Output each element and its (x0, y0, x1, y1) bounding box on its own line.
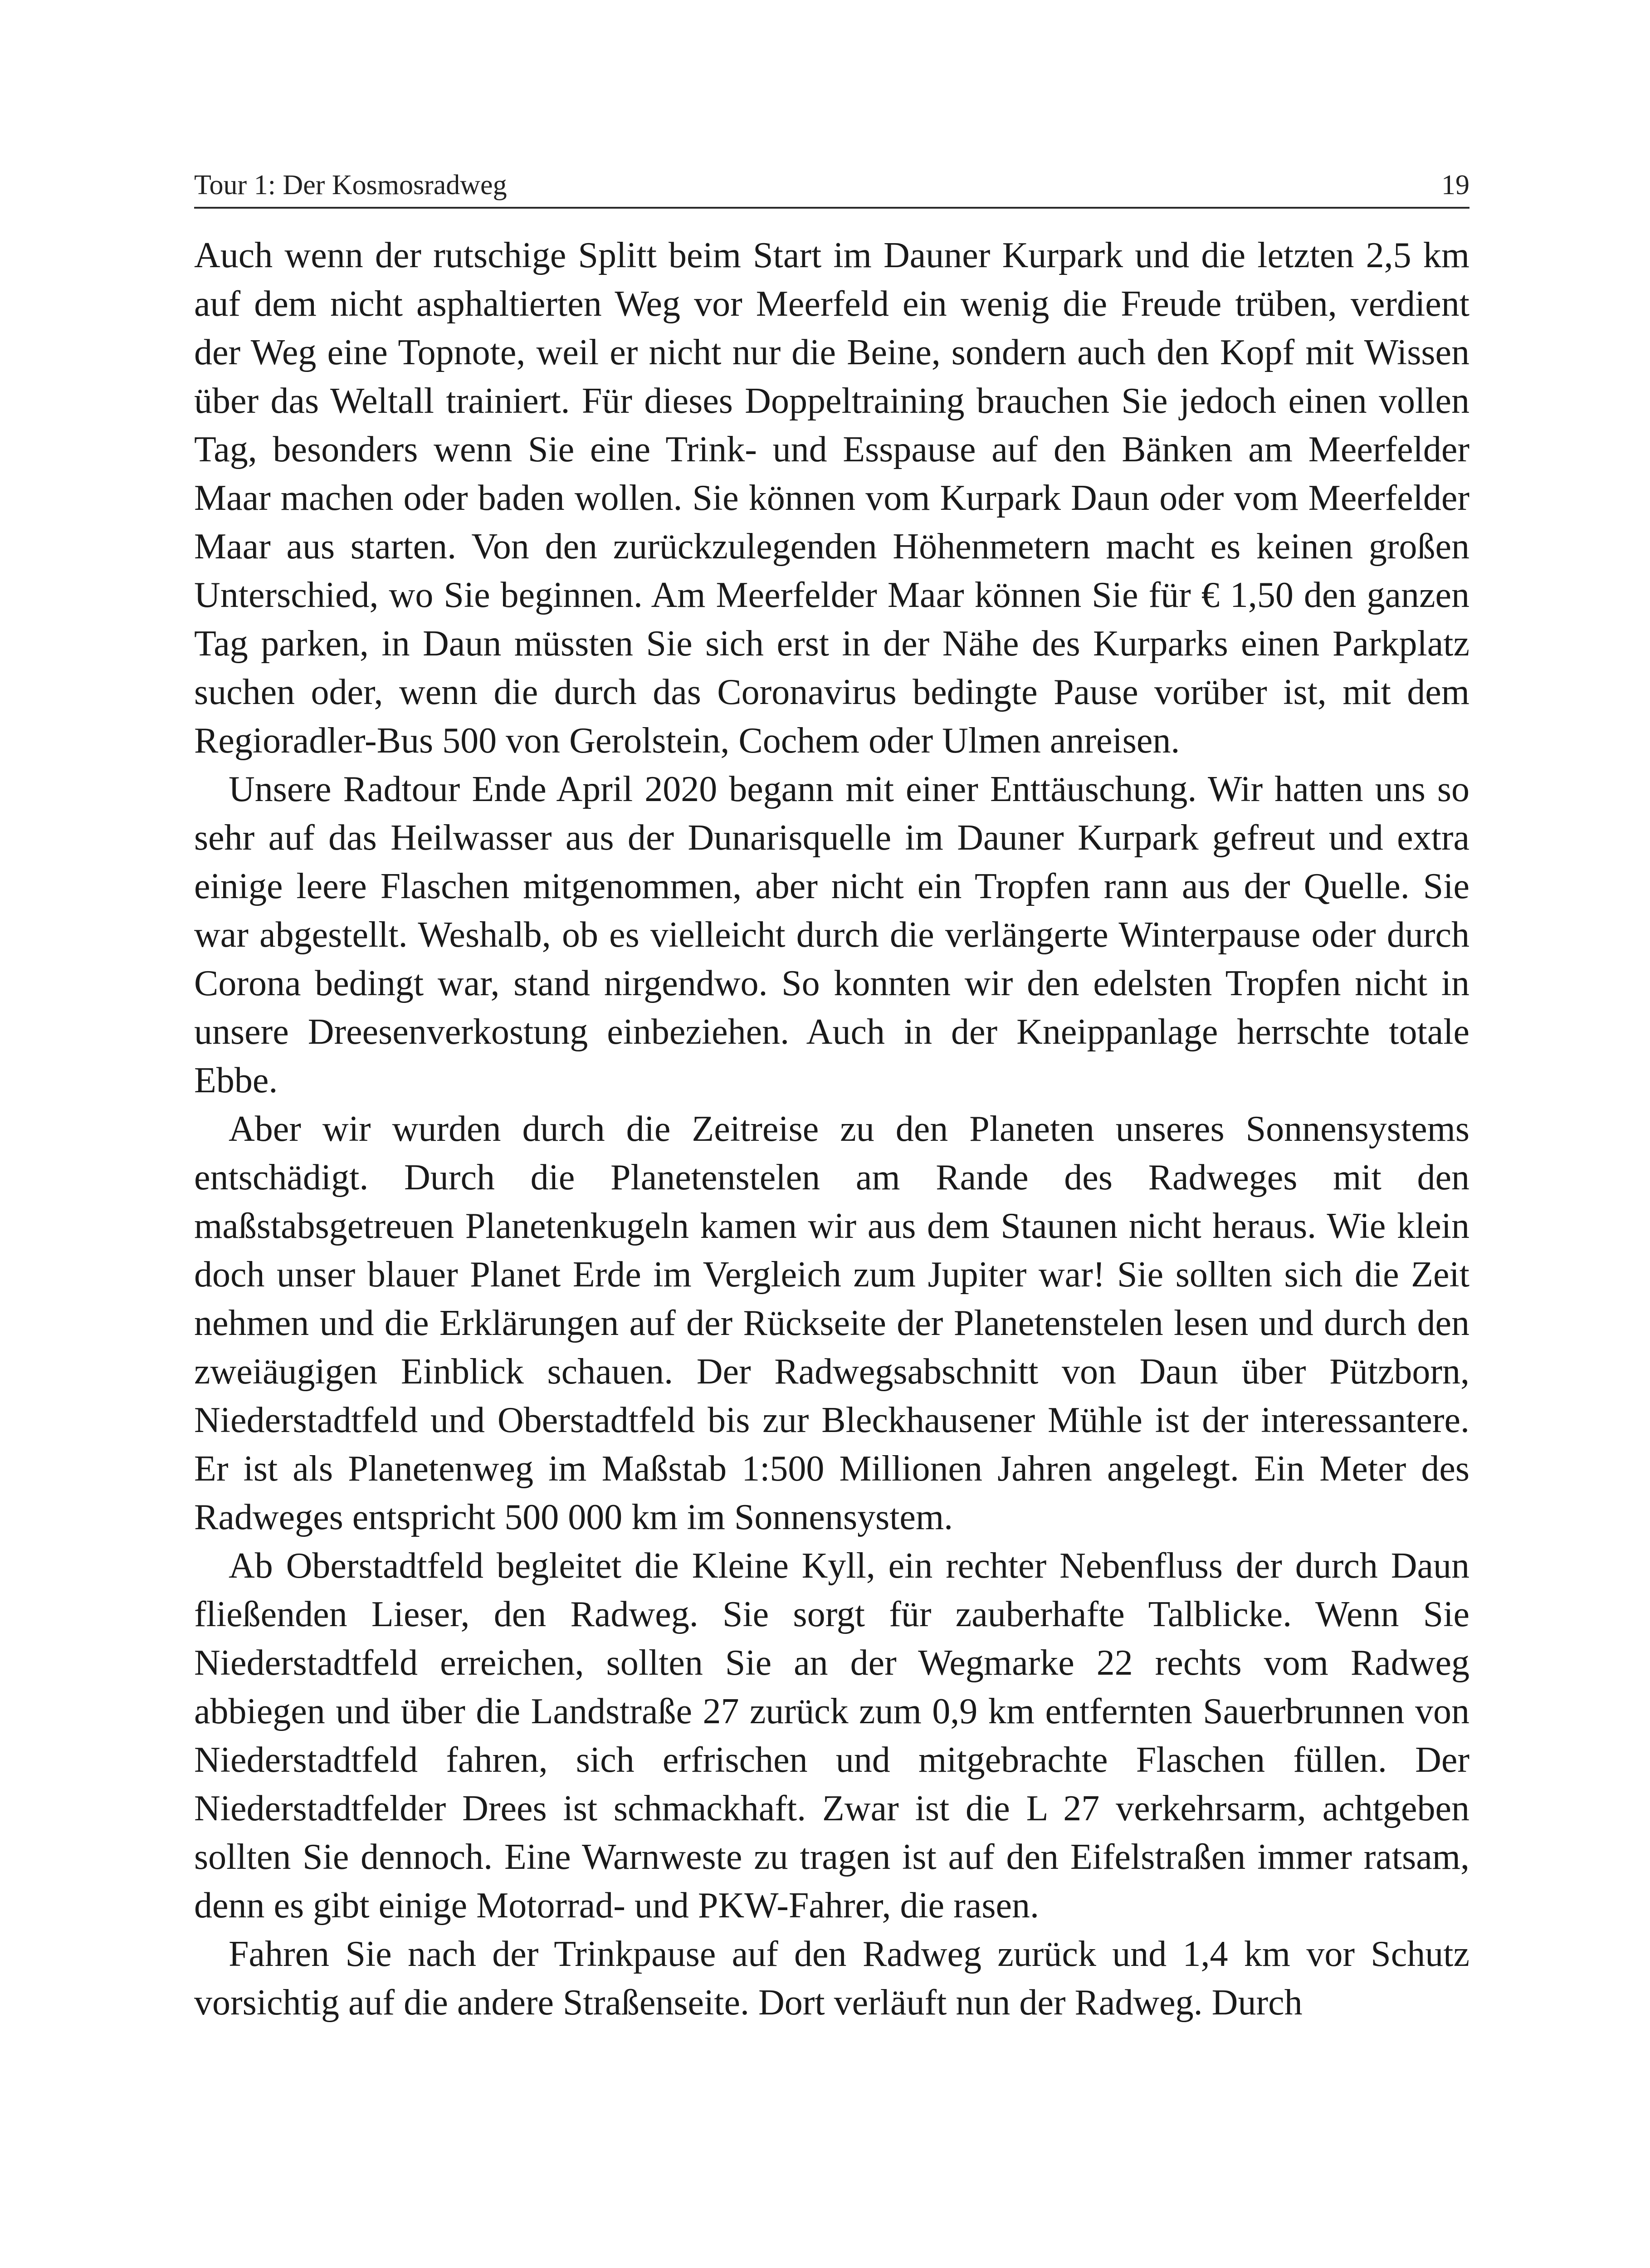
paragraph-4: Ab Oberstadtfeld begleitet die Kleine Kyll, ein rechter Nebenfluss der durch Daun fließenden Lieser, den Radweg. Sie sorgt für zauberhafte Talblicke. Wenn Sie Niederstadtfeld erreichen, sollten Sie an der Wegmarke 22 rechts vom Radweg abbiegen und über die Landstraße 27 zurück zum 0,9 km entfernten Sauerbrunnen von Niederstadtfeld fahren, sich erfrischen und mitgebrachte Flaschen füllen. Der Niederstadtfelder Drees ist schmackhaft. Zwar ist die L 27 verkehrsarm, achtgeben sollten Sie dennoch. Eine Warnweste zu tragen ist auf den Eifelstraßen immer ratsam, denn es gibt einige Motorrad- und PKW-Fahrer, die rasen. (194, 1546, 1469, 1926)
paragraph-5: Fahren Sie nach der Trinkpause auf den Radweg zurück und 1,4 km vor Schutz vorsichtig auf die andere Straßenseite. Dort verläuft nun der Radweg. Durch (194, 1934, 1469, 2023)
running-head (194, 163, 1469, 209)
paragraph-1: Auch wenn der rutschige Splitt beim Start im Dauner Kurpark und die letzten 2,5 km auf dem nicht asphaltierten Weg vor Meerfeld ein wenig die Freude trüben, verdient der Weg eine Topnote, weil er nicht nur die Beine, sondern auch den Kopf mit Wissen über das Weltall trainiert. Für dieses Doppeltraining brauchen Sie jedoch einen vollen Tag, besonders wenn Sie eine Trink- und Esspause auf den Bänken am Meerfelder Maar machen oder baden wollen. Sie können vom Kurpark Daun oder vom Meerfelder Maar aus starten. Von den zurückzulegenden Höhenmetern macht es keinen großen Unterschied, wo Sie beginnen. Am Meerfelder Maar können Sie für € 1,50 den ganzen Tag parken, in Daun müssten Sie sich erst in der Nähe des Kurparks einen Parkplatz suchen oder, wenn die durch das Coronavirus bedingte Pause vorüber ist, mit dem Regioradler-Bus 500 von Gerolstein, Cochem oder Ulmen anreisen. (194, 235, 1469, 761)
page-number: 19 (1441, 170, 1469, 200)
paragraph-3: Aber wir wurden durch die Zeitreise zu den Planeten unseres Sonnensystems entschädigt. Durch die Planetenstelen am Rande des Radweges mit den maßstabsgetreuen Planetenkugeln kamen wir aus dem Staunen nicht heraus. Wie klein doch unser blauer Planet Erde im Vergleich zum Jupiter war! Sie sollten sich die Zeit nehmen und die Erklärungen auf der Rückseite der Planetenstelen lesen und durch den zweiäugigen Einblick schauen. Der Radwegsabschnitt von Daun über Pützborn, Niederstadtfeld und Oberstadtfeld bis zur Bleckhausener Mühle ist der interessantere. Er ist als Planetenweg im Maßstab 1:500 Millionen Jahren angelegt. Ein Meter des Radweges entspricht 500 000 km im Sonnensystem. (194, 1109, 1469, 1537)
body-text (194, 231, 1469, 2027)
paragraph-2: Unsere Radtour Ende April 2020 begann mit einer Enttäuschung. Wir hatten uns so sehr auf das Heilwasser aus der Dunarisquelle im Dauner Kurpark gefreut und extra einige leere Flaschen mitgenommen, aber nicht ein Tropfen rann aus der Quelle. Sie war abgestellt. Weshalb, ob es vielleicht durch die verlängerte Winterpause oder durch Corona bedingt war, stand nirgendwo. So konnten wir den edelsten Tropfen nicht in unsere Dreesenverkostung einbeziehen. Auch in der Kneippanlage herrschte totale Ebbe. (194, 769, 1469, 1100)
running-head-title: Tour 1: Der Kosmosradweg (194, 170, 507, 200)
